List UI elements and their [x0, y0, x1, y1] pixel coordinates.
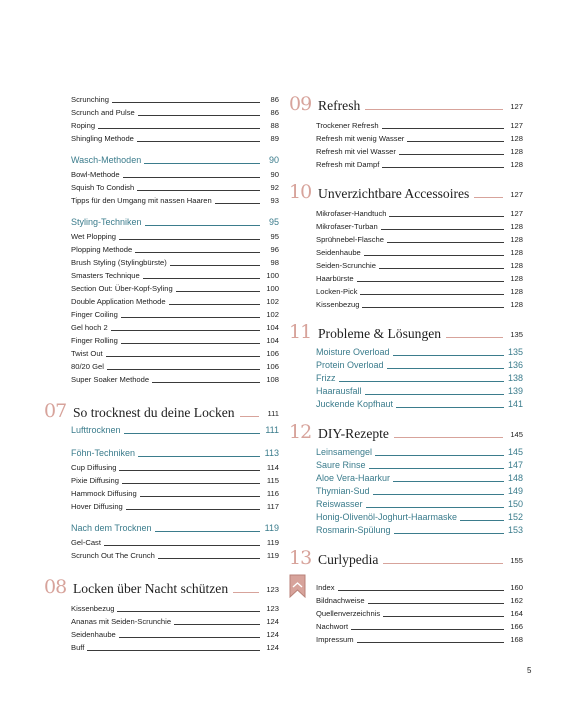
page-ref: 127 — [510, 209, 523, 218]
leader-line — [389, 216, 504, 217]
page-ref: 168 — [510, 635, 523, 644]
leader-line — [122, 483, 260, 484]
page-ref: 86 — [270, 95, 279, 104]
bookmark-icon — [289, 574, 306, 598]
page-number: 5 — [527, 666, 532, 675]
page-ref: 123 — [266, 585, 279, 594]
entry-title: Pixie Diffusing — [71, 476, 119, 485]
entry-title: Smasters Technique — [71, 271, 140, 280]
entry-title: Mikrofaser-Handtuch — [316, 209, 387, 218]
entry-title: Protein Overload — [316, 360, 384, 370]
toc-subheading[interactable] — [71, 520, 279, 536]
page-ref: 128 — [510, 300, 523, 309]
subheading-title: Nach dem Trocknen — [71, 523, 152, 533]
page-ref: 106 — [266, 362, 279, 371]
page-ref: 89 — [270, 134, 279, 143]
leader-line — [393, 355, 504, 356]
toc-entry[interactable] — [71, 181, 279, 194]
toc-entry[interactable] — [71, 360, 279, 373]
page-ref: 127 — [510, 121, 523, 130]
page-ref: 100 — [266, 271, 279, 280]
page-ref: 128 — [510, 222, 523, 231]
toc-entry[interactable] — [316, 145, 523, 158]
page-ref: 100 — [266, 284, 279, 293]
leader-line — [362, 307, 504, 308]
leader-line — [140, 496, 260, 497]
leader-line — [119, 637, 260, 638]
entry-title: Haarbürste — [316, 274, 354, 283]
leader-line — [111, 330, 260, 331]
toc-entry[interactable] — [71, 295, 279, 308]
entry-title: Finger Coiling — [71, 310, 118, 319]
entry-title: 80/20 Gel — [71, 362, 104, 371]
toc-group — [71, 536, 279, 562]
chapter-title: DIY-Rezepte — [318, 426, 389, 441]
toc-entry[interactable] — [316, 246, 523, 259]
leader-line — [364, 255, 504, 256]
leader-line — [379, 268, 504, 269]
page-ref: 93 — [270, 196, 279, 205]
page-ref: 128 — [510, 287, 523, 296]
entry-title: Haarausfall — [316, 386, 362, 396]
page-ref: 150 — [507, 499, 523, 509]
leader-line — [394, 533, 504, 534]
leader-line — [137, 190, 260, 191]
leader-line — [106, 356, 260, 357]
toc-entry[interactable] — [71, 628, 279, 641]
page-ref: 114 — [266, 463, 279, 472]
entry-title: Impressum — [316, 635, 354, 644]
toc-entry[interactable] — [71, 641, 279, 654]
leader-line — [382, 128, 504, 129]
chapter-title: Refresh — [318, 98, 361, 113]
leader-line — [137, 141, 260, 142]
entry-title: Frizz — [316, 373, 336, 383]
leader-line — [375, 455, 504, 456]
toc-subheading[interactable] — [71, 214, 279, 230]
toc-group — [71, 93, 279, 145]
leader-line — [368, 603, 504, 604]
entry-title: Reiswasser — [316, 499, 363, 509]
toc-entry[interactable] — [316, 119, 523, 132]
leader-line — [360, 294, 504, 295]
entry-title: Roping — [71, 121, 96, 130]
leader-line — [117, 611, 260, 612]
leader-line — [373, 494, 504, 495]
page-ref: 128 — [510, 274, 523, 283]
chapter-number: 09 — [289, 93, 312, 115]
entry-title: Ananas mit Seiden-Scrunchie — [71, 617, 172, 626]
entry-title: Kissenbezug — [71, 604, 115, 613]
leader-line — [338, 590, 504, 591]
page-ref: 135 — [510, 330, 523, 339]
leader-line — [98, 128, 260, 129]
page-ref: 119 — [266, 538, 279, 547]
page-ref: 92 — [270, 183, 279, 192]
leader-line — [407, 141, 504, 142]
toc-entry[interactable] — [316, 398, 523, 411]
entry-title: Moisture Overload — [316, 347, 390, 357]
page-ref: 123 — [266, 604, 279, 613]
toc-entry[interactable] — [316, 207, 523, 220]
chapter-08[interactable] — [44, 576, 279, 598]
leader-line — [123, 177, 260, 178]
chapter-number: 10 — [289, 181, 312, 203]
entry-title: Kissenbezug — [316, 300, 360, 309]
leader-line — [143, 278, 260, 279]
entry-title: Scrunching — [71, 95, 109, 104]
toc-entry[interactable] — [71, 321, 279, 334]
toc-entry[interactable] — [71, 119, 279, 132]
chapter-07[interactable] — [44, 400, 279, 422]
entry-title: Refresh mit viel Wasser — [316, 147, 396, 156]
leader-line — [174, 624, 260, 625]
leader-line — [357, 642, 504, 643]
page-ref: 152 — [507, 512, 523, 522]
leader-line — [176, 291, 260, 292]
chapter-number: 08 — [44, 576, 67, 598]
toc-group — [289, 346, 523, 411]
leader-line — [215, 203, 260, 204]
toc-entry[interactable] — [71, 106, 279, 119]
toc-entry[interactable] — [316, 220, 523, 233]
chapter-10[interactable] — [289, 181, 523, 203]
toc-entry[interactable] — [316, 607, 523, 620]
page-ref: 117 — [266, 502, 279, 511]
page-ref: 108 — [266, 375, 279, 384]
entry-title: Squish To Condish — [71, 183, 135, 192]
chapter-number: 13 — [289, 547, 312, 569]
leader-line — [365, 394, 504, 395]
entry-title: Quellenverzeichnis — [316, 609, 381, 618]
toc-group — [289, 207, 523, 311]
toc-entry[interactable] — [71, 256, 279, 269]
toc-entry[interactable] — [71, 461, 279, 474]
toc-subheading[interactable] — [71, 445, 279, 461]
toc-entry[interactable] — [71, 334, 279, 347]
toc-entry[interactable] — [71, 269, 279, 282]
page-ref: 119 — [264, 523, 279, 533]
entry-title: Hammock Diffusing — [71, 489, 137, 498]
toc-entry[interactable] — [316, 498, 523, 511]
page-ref: 90 — [270, 170, 279, 179]
page-ref: 98 — [270, 258, 279, 267]
entry-title: Double Application Methode — [71, 297, 166, 306]
page-ref: 86 — [270, 108, 279, 117]
toc-entry[interactable] — [316, 485, 523, 498]
entry-title: Locken-Pick — [316, 287, 358, 296]
toc-group — [289, 446, 523, 537]
chapter-title: Probleme & Lösungen — [318, 326, 442, 341]
entry-title: Refresh mit wenig Wasser — [316, 134, 405, 143]
toc-entry[interactable] — [71, 487, 279, 500]
leader-line — [170, 265, 260, 266]
entry-title: Bildnachweise — [316, 596, 365, 605]
page-ref: 164 — [510, 609, 523, 618]
entry-title: Shingling Methode — [71, 134, 134, 143]
page-ref: 160 — [510, 583, 523, 592]
chapter-title: Locken über Nacht schützen — [73, 581, 229, 596]
leader-line — [383, 616, 504, 617]
toc-entry[interactable] — [71, 168, 279, 181]
leader-line — [107, 369, 260, 370]
entry-title: Buff — [71, 643, 85, 652]
page-ref: 106 — [266, 349, 279, 358]
toc-entry[interactable] — [316, 285, 523, 298]
entry-title: Saure Rinse — [316, 460, 366, 470]
page-ref: 128 — [510, 248, 523, 257]
toc-entry[interactable] — [71, 282, 279, 295]
entry-title: Bowl-Methode — [71, 170, 120, 179]
page-ref: 127 — [510, 190, 523, 199]
page-ref: 104 — [266, 336, 279, 345]
entry-title: Sprühnebel-Flasche — [316, 235, 384, 244]
leader-line — [382, 167, 504, 168]
entry-title: Super Soaker Methode — [71, 375, 150, 384]
toc-entry[interactable] — [71, 549, 279, 562]
chapter-11[interactable] — [289, 321, 523, 343]
leader-line — [104, 545, 260, 546]
toc-entry[interactable] — [316, 372, 523, 385]
leader-line — [393, 481, 504, 482]
chapter-title: So trocknest du deine Locken — [73, 405, 235, 420]
entry-title: Twist Out — [71, 349, 103, 358]
entry-title: Tipps für den Umgang mit nassen Haaren — [71, 196, 212, 205]
toc-entry[interactable] — [71, 474, 279, 487]
toc-group — [71, 168, 279, 207]
page-ref: 147 — [507, 460, 523, 470]
page-ref: 90 — [268, 155, 279, 165]
leader-line — [138, 115, 260, 116]
entry-title: Cup Diffusing — [71, 463, 117, 472]
entry-title: Wet Plopping — [71, 232, 117, 241]
toc-entry[interactable] — [71, 615, 279, 628]
page-ref: 139 — [507, 386, 523, 396]
toc-entry[interactable] — [316, 620, 523, 633]
leader-line — [135, 252, 260, 253]
leader-line — [396, 407, 504, 408]
page-ref: 148 — [507, 473, 523, 483]
page-ref: 115 — [266, 476, 279, 485]
subheading-title: Föhn-Techniken — [71, 448, 136, 458]
chapter-12[interactable] — [289, 421, 523, 443]
page-ref: 128 — [510, 160, 523, 169]
entry-title: Honig-Olivenöl-Joghurt-Haarmaske — [316, 512, 458, 522]
page-ref: 145 — [507, 447, 523, 457]
toc-entry[interactable] — [71, 373, 279, 386]
toc-group — [71, 602, 279, 654]
chapter-number: 12 — [289, 421, 312, 443]
leader-line — [119, 470, 260, 471]
toc-entry[interactable] — [71, 308, 279, 321]
entry-title: Trockener Refresh — [316, 121, 379, 130]
page-ref: 111 — [267, 409, 279, 418]
page-ref: 96 — [270, 245, 279, 254]
page-ref: 95 — [268, 217, 279, 227]
chapter-09[interactable] — [289, 93, 523, 115]
toc-entry[interactable] — [316, 132, 523, 145]
entry-title: Index — [316, 583, 335, 592]
leader-line — [351, 629, 504, 630]
toc-entry[interactable] — [316, 385, 523, 398]
toc-right-column — [289, 93, 523, 646]
toc-entry[interactable] — [316, 233, 523, 246]
entry-title: Leinsamengel — [316, 447, 373, 457]
entry-title: Gel hoch 2 — [71, 323, 108, 332]
toc-entry[interactable] — [316, 259, 523, 272]
toc-entry[interactable] — [316, 446, 523, 459]
page-ref: 124 — [266, 630, 279, 639]
entry-title: Aloe Vera-Haarkur — [316, 473, 391, 483]
toc-entry[interactable] — [71, 194, 279, 207]
toc-entry[interactable] — [71, 347, 279, 360]
page-ref: 113 — [264, 448, 279, 458]
toc-entry[interactable] — [316, 359, 523, 372]
page-ref: 124 — [266, 617, 279, 626]
leader-line — [460, 520, 504, 521]
page-ref: 127 — [510, 102, 523, 111]
entry-title: Gel-Cast — [71, 538, 101, 547]
leader-line — [126, 509, 260, 510]
entry-title: Hover Diffusing — [71, 502, 123, 511]
chapter-13[interactable] — [289, 547, 523, 569]
entry-title: Mikrofaser-Turban — [316, 222, 378, 231]
page-ref: 155 — [510, 556, 523, 565]
subheading-title: Styling-Techniken — [71, 217, 142, 227]
page-ref: 95 — [270, 232, 279, 241]
leader-line — [121, 343, 260, 344]
page-ref: 145 — [510, 430, 523, 439]
leader-line — [169, 304, 260, 305]
page-ref: 162 — [510, 596, 523, 605]
toc-entry[interactable] — [316, 298, 523, 311]
toc-entry[interactable] — [316, 459, 523, 472]
leader-line — [387, 368, 504, 369]
toc-entry[interactable] — [316, 633, 523, 646]
toc-entry[interactable] — [316, 581, 523, 594]
subheading-title: Lufttrocknen — [71, 425, 121, 435]
page-ref: 88 — [270, 121, 279, 130]
chapter-number: 07 — [44, 400, 67, 422]
toc-group — [71, 230, 279, 386]
chapter-title: Curlypedia — [318, 552, 379, 567]
leader-line — [112, 102, 260, 103]
toc-group — [289, 581, 523, 646]
toc-entry[interactable] — [316, 594, 523, 607]
leader-line — [399, 154, 504, 155]
page-ref: 128 — [510, 261, 523, 270]
leader-line — [381, 229, 504, 230]
toc-entry[interactable] — [71, 93, 279, 106]
page-ref: 138 — [507, 373, 523, 383]
page-ref: 104 — [266, 323, 279, 332]
toc-entry[interactable] — [316, 272, 523, 285]
entry-title: Seiden-Scrunchie — [316, 261, 376, 270]
entry-title: Nachwort — [316, 622, 349, 631]
entry-title: Scrunch Out The Crunch — [71, 551, 155, 560]
leader-line — [152, 382, 260, 383]
toc-entry[interactable] — [316, 524, 523, 537]
leader-line — [87, 650, 260, 651]
page-ref: 128 — [510, 134, 523, 143]
entry-title: Seidenhaube — [316, 248, 361, 257]
entry-title: Brush Styling (Stylingbürste) — [71, 258, 167, 267]
toc-subheading[interactable] — [71, 422, 279, 438]
toc-entry[interactable] — [71, 500, 279, 513]
leader-line — [387, 242, 504, 243]
page-ref: 102 — [266, 297, 279, 306]
entry-title: Scrunch and Pulse — [71, 108, 135, 117]
entry-title: Thymian-Sud — [316, 486, 370, 496]
page-ref: 128 — [510, 147, 523, 156]
page-ref: 153 — [507, 525, 523, 535]
toc-entry[interactable] — [71, 132, 279, 145]
page-ref: 119 — [266, 551, 279, 560]
entry-title: Plopping Methode — [71, 245, 133, 254]
subheading-title: Wasch-Methoden — [71, 155, 142, 165]
leader-line — [369, 468, 504, 469]
page-ref: 128 — [510, 235, 523, 244]
toc-entry[interactable] — [316, 511, 523, 524]
page-ref: 124 — [266, 643, 279, 652]
toc-entry[interactable] — [71, 243, 279, 256]
toc-entry[interactable] — [316, 346, 523, 359]
toc-left-column — [44, 93, 279, 654]
toc-group — [71, 461, 279, 513]
page-ref: 141 — [507, 399, 523, 409]
page-ref: 149 — [507, 486, 523, 496]
leader-line — [158, 558, 260, 559]
entry-title: Rosmarin-Spülung — [316, 525, 391, 535]
toc-subheading[interactable] — [71, 152, 279, 168]
toc-entry[interactable] — [316, 158, 523, 171]
leader-line — [339, 381, 505, 382]
page-ref: 102 — [266, 310, 279, 319]
entry-title: Refresh mit Dampf — [316, 160, 380, 169]
entry-title: Section Out: Über-Kopf-Syling — [71, 284, 173, 293]
entry-title: Finger Rolling — [71, 336, 118, 345]
toc-entry[interactable] — [71, 536, 279, 549]
toc-entry[interactable] — [71, 230, 279, 243]
toc-entry[interactable] — [71, 602, 279, 615]
page-ref: 135 — [507, 347, 523, 357]
toc-group — [289, 119, 523, 171]
toc-entry[interactable] — [316, 472, 523, 485]
leader-line — [119, 239, 260, 240]
page-ref: 166 — [510, 622, 523, 631]
entry-title: Juckende Kopfhaut — [316, 399, 394, 409]
chapter-number: 11 — [289, 321, 312, 343]
page-ref: 116 — [266, 489, 279, 498]
leader-line — [357, 281, 504, 282]
page-ref: 136 — [507, 360, 523, 370]
chapter-title: Unverzichtbare Accessoires — [318, 186, 470, 201]
leader-line — [121, 317, 260, 318]
page-ref: 111 — [265, 425, 279, 435]
entry-title: Seidenhaube — [71, 630, 116, 639]
leader-line — [366, 507, 504, 508]
